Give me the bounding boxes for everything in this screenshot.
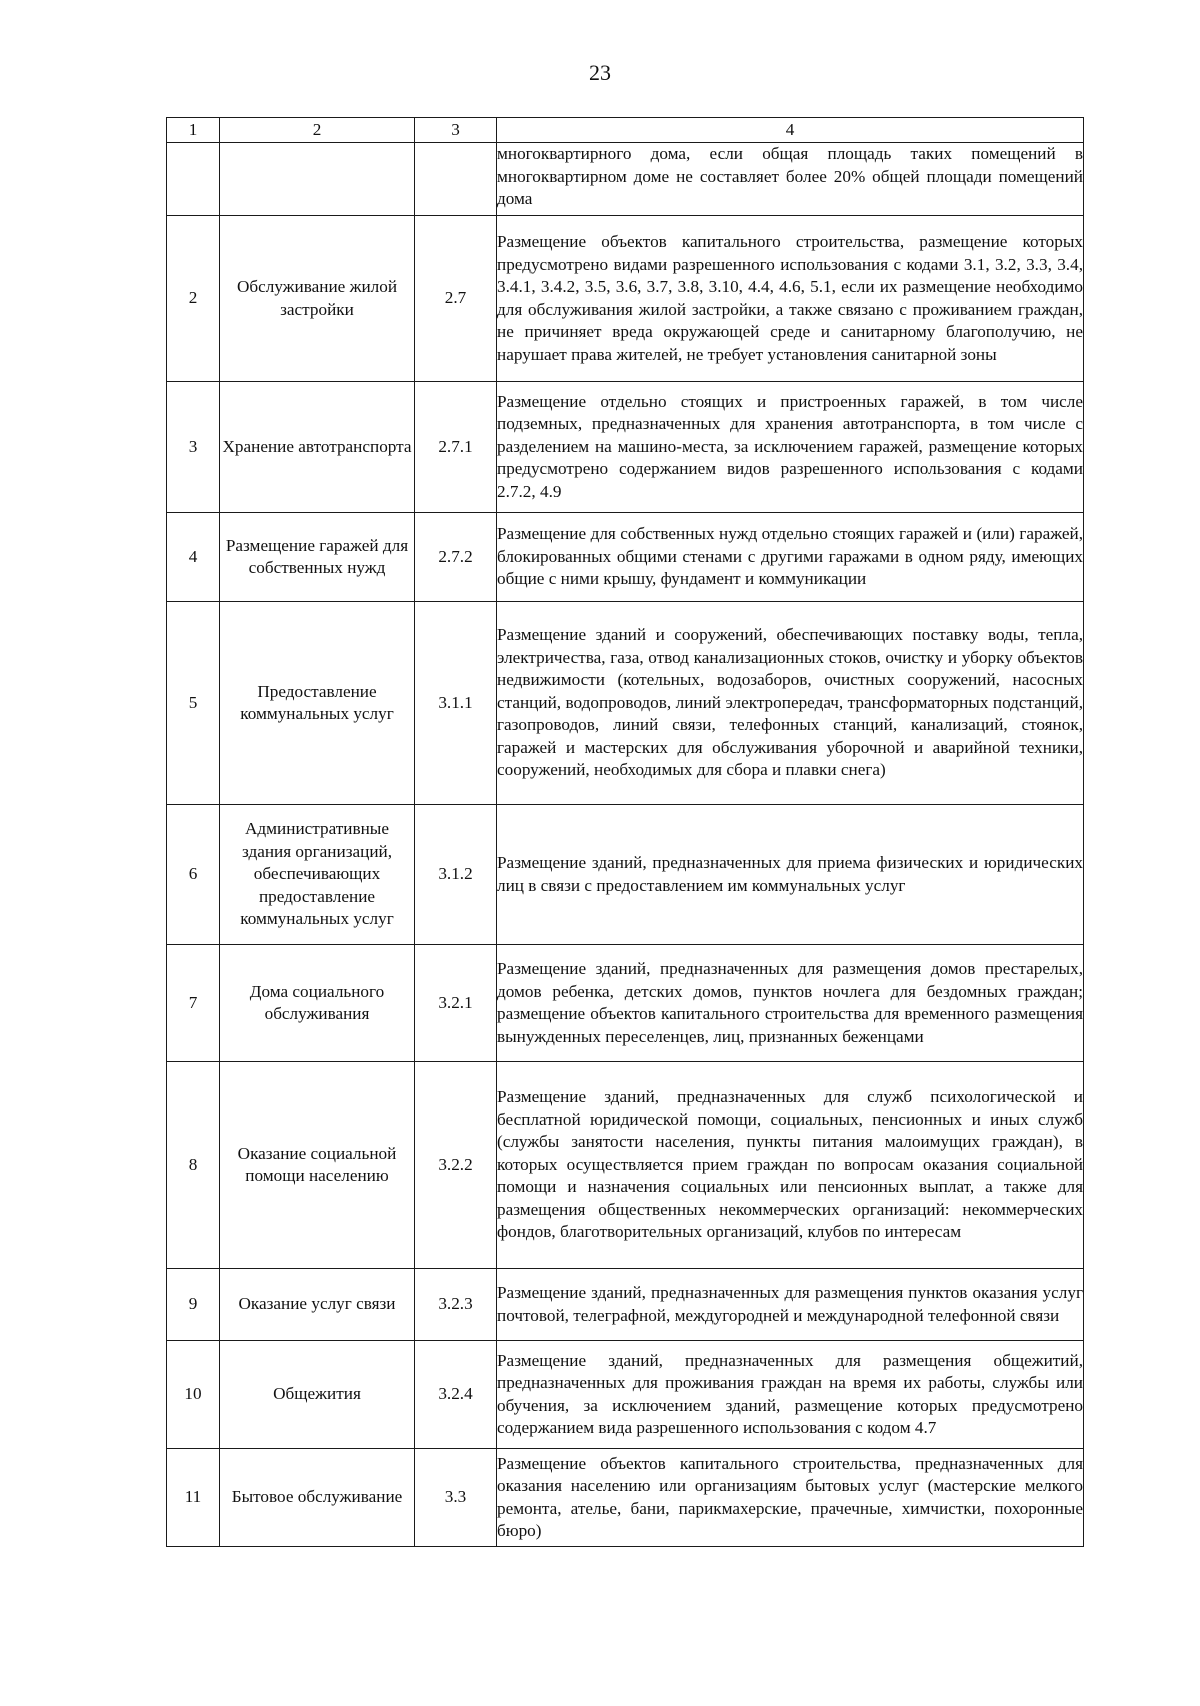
row-number: 4 — [167, 513, 220, 602]
row-number: 3 — [167, 382, 220, 513]
use-type-code: 3.1.2 — [415, 805, 497, 945]
land-use-table — [166, 117, 1084, 1547]
use-type-name — [220, 143, 415, 216]
use-type-description: Размещение зданий и сооружений, обеспечивающих поставку воды, тепла, электричества, газа, отвод канализационных стоков, очистку и уборку объектов недвижимости (котельных, водозаборов, очистных сооружений, насосных станций, водопроводов, линий электропередач, трансформаторных подстанций, газопроводов, линий связи, телефонных станций, канализаций, стоянок, гаражей и мастерских для обслуживания уборочной и аварийной техники, сооружений, необходимых для сбора и плавки снега) — [497, 602, 1084, 805]
row-number — [167, 143, 220, 216]
page-number: 23 — [589, 60, 611, 85]
header-col-4: 4 — [497, 118, 1084, 143]
row-number: 10 — [167, 1341, 220, 1449]
use-type-description: Размещение зданий, предназначенных для служб психологической и бесплатной юридической помощи, социальных, пенсионных и иных служб (службы занятости населения, пункты питания малоимущих граждан), в которых осуществляется прием граждан по вопросам оказания социальной помощи и назначения социальных или пенсионных выплат, а также для размещения общественных некоммерческих организаций: некоммерческих фондов, благотворительных организаций, клубов по интересам — [497, 1062, 1084, 1269]
use-type-name: Бытовое обслуживание — [220, 1449, 415, 1547]
table-row — [167, 1269, 1084, 1341]
use-type-code: 3.2.3 — [415, 1269, 497, 1341]
row-number: 9 — [167, 1269, 220, 1341]
row-number: 7 — [167, 945, 220, 1062]
table-row — [167, 216, 1084, 382]
table-row — [167, 1341, 1084, 1449]
use-type-description: Размещение для собственных нужд отдельно стоящих гаражей и (или) гаражей, блокированных общими стенами с другими гаражами в одном ряду, имеющих общие с ними крышу, фундамент и коммуникации — [497, 513, 1084, 602]
use-type-code: 3.3 — [415, 1449, 497, 1547]
use-type-name: Административные здания организаций, обеспечивающих предоставление коммунальных услуг — [220, 805, 415, 945]
use-type-description: Размещение объектов капитального строительства, предназначенных для оказания населению или организациям бытовых услуг (мастерские мелкого ремонта, ателье, бани, парикмахерские, прачечные, химчистки, похоронные бюро) — [497, 1449, 1084, 1547]
header-col-3: 3 — [415, 118, 497, 143]
use-type-code: 2.7.1 — [415, 382, 497, 513]
table-row — [167, 1449, 1084, 1547]
use-type-description: Размещение зданий, предназначенных для размещения общежитий, предназначенных для проживания граждан на время их работы, службы или обучения, за исключением зданий, размещение которых предусмотрено содержанием вида разрешенного использования с кодом 4.7 — [497, 1341, 1084, 1449]
use-type-description: многоквартирного дома, если общая площадь таких помещений в многоквартирном доме не составляет более 20% общей площади помещений дома — [497, 143, 1084, 216]
row-number: 11 — [167, 1449, 220, 1547]
table-row — [167, 602, 1084, 805]
table-row — [167, 143, 1084, 216]
header-col-1: 1 — [167, 118, 220, 143]
header-col-2: 2 — [220, 118, 415, 143]
use-type-code: 3.1.1 — [415, 602, 497, 805]
table-row — [167, 513, 1084, 602]
row-number: 5 — [167, 602, 220, 805]
table-row — [167, 805, 1084, 945]
use-type-name: Предоставление коммунальных услуг — [220, 602, 415, 805]
header-row — [167, 118, 1084, 143]
use-type-description: Размещение зданий, предназначенных для размещения пунктов оказания услуг почтовой, телеграфной, междугородней и международной телефонной связи — [497, 1269, 1084, 1341]
use-type-code: 3.2.4 — [415, 1341, 497, 1449]
use-type-name: Обслуживание жилой застройки — [220, 216, 415, 382]
use-type-description: Размещение объектов капитального строительства, размещение которых предусмотрено видами разрешенного использования с кодами 3.1, 3.2, 3.3, 3.4, 3.4.1, 3.4.2, 3.5, 3.6, 3.7, 3.8, 3.10, 4.4, 4.6, 5.1, если их размещение необходимо для обслуживания жилой застройки, а также связано с проживанием граждан, не причиняет вреда окружающей среде и санитарному благополучию, не нарушает права жителей, не требует установления санитарной зоны — [497, 216, 1084, 382]
use-type-code: 3.2.2 — [415, 1062, 497, 1269]
row-number: 2 — [167, 216, 220, 382]
use-type-description: Размещение зданий, предназначенных для размещения домов престарелых, домов ребенка, детских домов, пунктов ночлега для бездомных граждан; размещение объектов капитального строительства для временного размещения вынужденных переселенцев, лиц, признанных беженцами — [497, 945, 1084, 1062]
use-type-name: Дома социального обслуживания — [220, 945, 415, 1062]
use-type-description: Размещение отдельно стоящих и пристроенных гаражей, в том числе подземных, предназначенных для хранения автотранспорта, в том числе с разделением на машино-места, за исключением гаражей, размещение которых предусмотрено содержанием видов разрешенного использования с кодами 2.7.2, 4.9 — [497, 382, 1084, 513]
use-type-name: Оказание услуг связи — [220, 1269, 415, 1341]
use-type-name: Оказание социальной помощи населению — [220, 1062, 415, 1269]
use-type-name: Общежития — [220, 1341, 415, 1449]
use-type-name: Хранение автотранспорта — [220, 382, 415, 513]
table-row — [167, 1062, 1084, 1269]
use-type-name: Размещение гаражей для собственных нужд — [220, 513, 415, 602]
use-type-code — [415, 143, 497, 216]
table-row — [167, 382, 1084, 513]
use-type-code: 2.7 — [415, 216, 497, 382]
table-row — [167, 945, 1084, 1062]
use-type-description: Размещение зданий, предназначенных для приема физических и юридических лиц в связи с предоставлением им коммунальных услуг — [497, 805, 1084, 945]
row-number: 8 — [167, 1062, 220, 1269]
use-type-code: 3.2.1 — [415, 945, 497, 1062]
row-number: 6 — [167, 805, 220, 945]
use-type-code: 2.7.2 — [415, 513, 497, 602]
